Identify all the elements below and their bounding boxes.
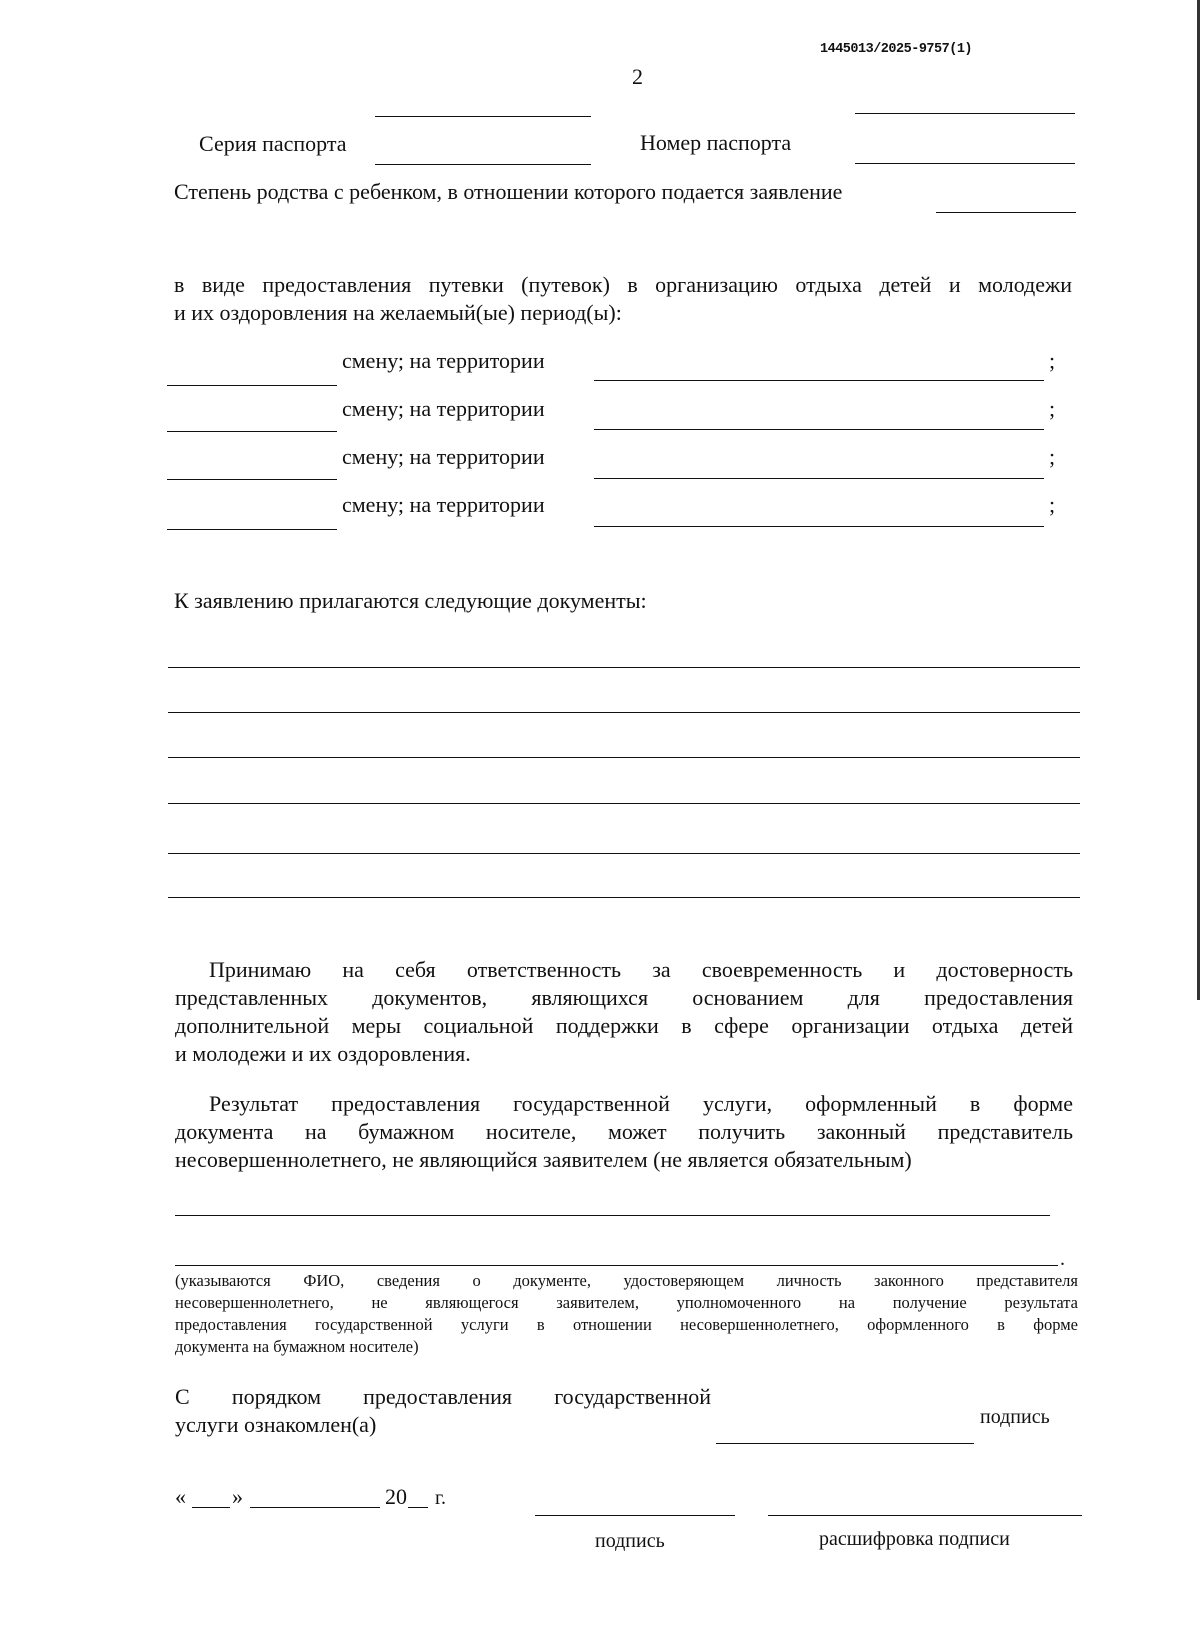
territory-field-3[interactable] — [594, 478, 1044, 479]
result-line-3: несовершеннолетнего, не являющийся заявителем (не является обязательным) — [175, 1147, 912, 1172]
familiarized-signature-label: подпись — [980, 1406, 1050, 1428]
result-paragraph — [175, 1090, 1073, 1174]
date-year-field[interactable] — [408, 1507, 428, 1508]
territory-field-2[interactable] — [594, 429, 1044, 430]
responsibility-line-2: представленных документов, являющихся основанием для предоставления — [175, 985, 1073, 1010]
result-line-1: Результат предоставления государственной услуги, оформленный в форме — [209, 1091, 1073, 1116]
documents-line-4[interactable] — [168, 803, 1080, 804]
shift-row-label-2: смену; на территории — [342, 396, 545, 421]
passport-series-label: Серия паспорта — [199, 131, 347, 156]
shift-field-4[interactable] — [167, 529, 337, 530]
passport-series-top-line[interactable] — [375, 116, 591, 117]
familiarized-paragraph — [175, 1383, 711, 1439]
territory-field-4[interactable] — [594, 526, 1044, 527]
shift-row-label-3: смену; на территории — [342, 444, 545, 469]
shift-row-end-2: ; — [1049, 396, 1056, 421]
rep-note-line-1: (указываются ФИО, сведения о документе, удостоверяющем личность законного представителя — [175, 1271, 1078, 1290]
documents-line-5[interactable] — [168, 853, 1080, 854]
familiarized-line-1: С порядком предоставления государственной — [175, 1384, 711, 1409]
shift-row-label-1: смену; на территории — [342, 348, 545, 373]
responsibility-line-4: и молодежи и их оздоровления. — [175, 1041, 471, 1066]
shift-field-1[interactable] — [167, 385, 337, 386]
rep-note-line-2: несовершеннолетнего, не являющегося заявителем, уполномоченного на получение результата — [175, 1293, 1078, 1312]
shift-field-3[interactable] — [167, 479, 337, 480]
familiarized-line-2: услуги ознакомлен(а) — [175, 1412, 377, 1437]
rep-note-line-3: предоставления государственной услуги в отношении несовершеннолетнего, оформленного в форме — [175, 1315, 1078, 1334]
signature-decode-label: расшифровка подписи — [819, 1528, 1010, 1550]
date-year-prefix: 20 — [385, 1484, 407, 1509]
territory-field-1[interactable] — [594, 380, 1044, 381]
relation-label: Степень родства с ребенком, в отношении которого подается заявление — [174, 179, 843, 204]
signature-label: подпись — [595, 1530, 665, 1552]
shift-row-end-4: ; — [1049, 492, 1056, 517]
date-year-suffix: г. — [435, 1487, 446, 1509]
shift-row-label-4: смену; на территории — [342, 492, 545, 517]
shift-row-end-1: ; — [1049, 348, 1056, 373]
page-number: 2 — [632, 64, 643, 89]
voucher-paragraph — [174, 271, 1072, 327]
signature-field[interactable] — [535, 1515, 735, 1516]
passport-number-field[interactable] — [855, 163, 1075, 164]
rep-note-line-4: документа на бумажном носителе) — [175, 1337, 419, 1356]
date-month-field[interactable] — [250, 1507, 380, 1508]
date-open-quote: « — [175, 1484, 186, 1509]
representative-line-end: . — [1060, 1248, 1065, 1270]
date-close-quote: » — [232, 1484, 243, 1509]
voucher-line-2: и их оздоровления на желаемый(ые) период(ы): — [174, 300, 622, 325]
shift-row-end-3: ; — [1049, 444, 1056, 469]
representative-line-1[interactable] — [175, 1215, 1050, 1216]
signature-decode-field[interactable] — [768, 1515, 1082, 1516]
voucher-line-1: в виде предоставления путевки (путевок) в организацию отдыха детей и молодежи — [174, 272, 1072, 297]
documents-label: К заявлению прилагаются следующие документы: — [174, 588, 647, 613]
documents-line-1[interactable] — [168, 667, 1080, 668]
passport-number-label: Номер паспорта — [640, 130, 792, 155]
familiarized-signature-field[interactable] — [716, 1443, 974, 1444]
documents-line-2[interactable] — [168, 712, 1080, 713]
responsibility-line-3: дополнительной меры социальной поддержки в сфере организации отдыха детей — [175, 1013, 1073, 1038]
passport-series-field[interactable] — [375, 164, 591, 165]
responsibility-line-1: Принимаю на себя ответственность за своевременность и достоверность — [209, 957, 1073, 982]
representative-line-2[interactable] — [175, 1265, 1058, 1266]
result-line-2: документа на бумажном носителе, может получить законный представитель — [175, 1119, 1073, 1144]
date-day-field[interactable] — [192, 1507, 230, 1508]
shift-field-2[interactable] — [167, 431, 337, 432]
representative-note — [175, 1270, 1078, 1358]
documents-line-3[interactable] — [168, 757, 1080, 758]
passport-number-top-line[interactable] — [855, 113, 1075, 114]
relation-field[interactable] — [936, 212, 1076, 213]
responsibility-paragraph — [175, 956, 1073, 1068]
doc-number: 1445013/2025-9757(1) — [820, 42, 973, 57]
documents-line-6[interactable] — [168, 897, 1080, 898]
